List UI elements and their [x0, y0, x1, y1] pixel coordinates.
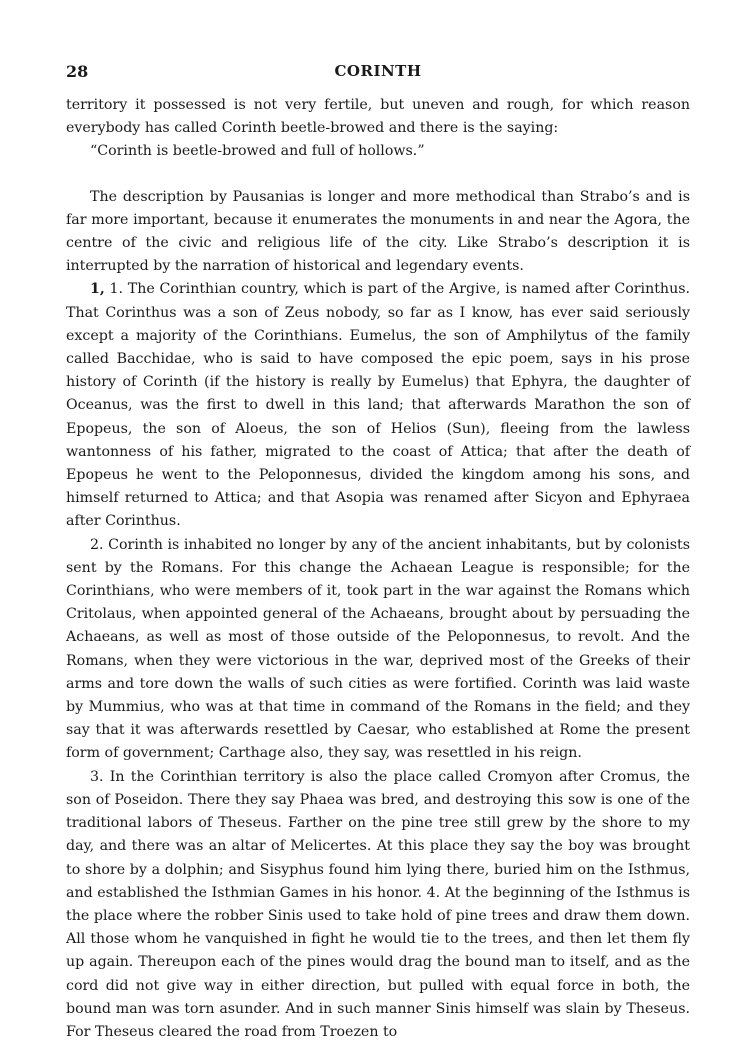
paragraph-section-2: 2. Corinth is inhabited no longer by any of the ancient inhabitants, but by colonists sent by the Romans. For this change the Achaean League is responsible; for the Corinthians, who were members of it, took part in the war against the Romans which Critolaus, when appointed general of the Achaeans, brought about by persuading the Achaeans, as well as most of those outside of the Peloponnesus, to revolt. And the Romans, when they were victorious in the war, deprived most of the Greeks of their arms and tore down the walls of such cities as were fortified. Corinth was laid waste by Mummius, who was at that time in command of the Romans in the field; and they say that it was afterwards resettled by Caesar, who established at Rome the present form of government; Carthage also, they say, was resettled in his reign. — [66, 536, 690, 762]
running-title: CORINTH — [334, 62, 422, 80]
section-gap — [66, 164, 690, 186]
quotation: “Corinth is beetle-browed and full of hollows.” — [90, 143, 425, 160]
page-number: 28 — [66, 62, 89, 81]
paragraph-section-1-text: 1. The Corinthian country, which is part of the Argive, is named after Corinthus. That Corinthus was a son of Zeus nobody, so far as I know, has ever said seriously except a majority of the Corinthians. Eumelus, the son of Amphilytus of the family called Bacchidae, who is said to have composed the epic poem, says in his prose history of Corinth (if the history is really by Eumelus) that Ephyra, the daughter of Oceanus, was the first to dwell in this land; that afterwards Marathon the son of Epopeus, the son of Aloeus, the son of Helios (Sun), fleeing from the lawless wantonness of his father, migrated to the coast of Attica; that after the death of Epopeus he went to the Peloponnesus, divided the kingdom among his sons, and himself returned to Attica; and that Asopia was renamed after Sicyon and Ephyraea after Corinthus. — [66, 281, 690, 530]
paragraph-section-1 — [66, 278, 690, 533]
page-header — [66, 62, 690, 86]
chapter-number: 1, — [90, 281, 105, 298]
paragraph-pausanias-intro: The description by Pausanias is longer and more methodical than Strabo’s and is far more important, because it enumerates the monuments in and near the Agora, the centre of the civic and religious life of the city. Like Strabo’s description it is interrupted by the narration of historical and legendary events. — [66, 188, 690, 275]
paragraph-continuation: territory it possessed is not very fertile, but uneven and rough, for which reason everybody has called Corinth beetle-browed and there is the saying: — [66, 97, 690, 137]
paragraph-section-3: 3. In the Corinthian territory is also the place called Cromyon after Cromus, the son of Poseidon. There they say Phaea was bred, and destroying this sow is one of the traditional labors of Theseus. Farther on the pine tree still grew by the shore to my day, and there was an altar of Melicertes. At this place they say the boy was brought to shore by a dolphin; and Sisyphus found him lying there, buried him on the Isthmus, and established the Isthmian Games in his honor. 4. At the beginning of the Isthmus is the place where the robber Sinis used to take hold of pine trees and draw them down. All those whom he vanquished in fight he would tie to the trees, and then let them fly up again. Thereupon each of the pines would drag the bound man to itself, and as the cord did not give way in either direction, but pulled with equal force in both, the bound man was torn asunder. And in such manner Sinis himself was slain by Theseus. For Theseus cleared the road from Troezen to — [66, 768, 690, 1040]
body-text — [66, 94, 690, 1044]
